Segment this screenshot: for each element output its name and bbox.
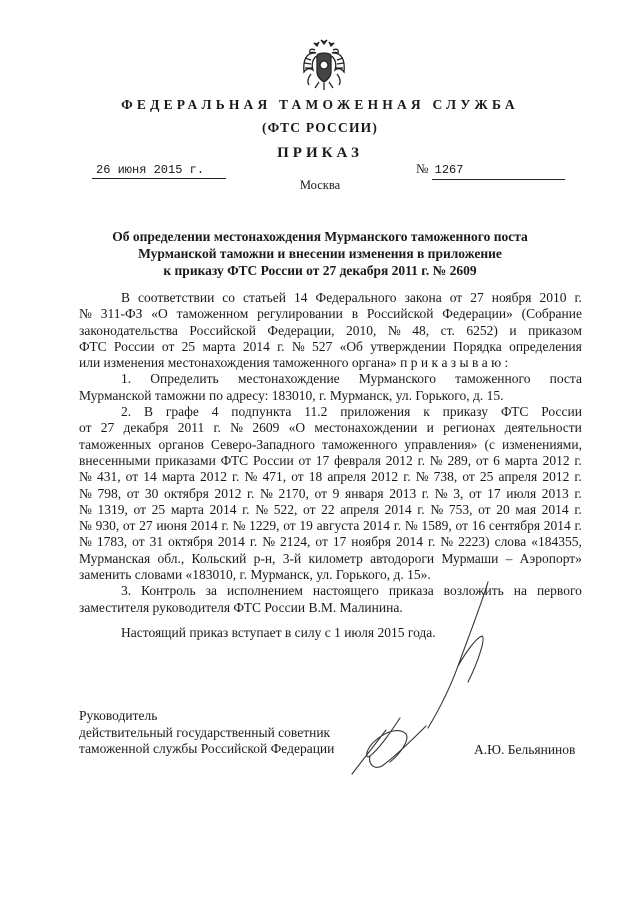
word: от <box>455 518 468 534</box>
word: 1589, <box>421 518 452 534</box>
word: № <box>230 420 244 436</box>
word: обл., <box>157 550 185 566</box>
word: 16 <box>471 518 486 534</box>
word: № <box>79 306 92 322</box>
word: Российской <box>189 322 256 338</box>
word: и <box>426 420 434 436</box>
word: г. <box>403 469 411 485</box>
word: приказами <box>155 452 216 468</box>
item-2-line <box>79 486 582 502</box>
number-sign: № <box>416 161 429 176</box>
word: № <box>79 469 92 485</box>
word: 2010, <box>346 322 377 338</box>
word: регулировании <box>257 306 343 322</box>
item-2-line <box>79 502 582 518</box>
word: 2013 <box>541 485 569 501</box>
word: к <box>423 404 430 420</box>
word: мая <box>515 501 537 517</box>
word: № <box>232 518 246 534</box>
word: октября <box>163 485 209 501</box>
word: и <box>509 322 517 338</box>
word: от <box>161 338 175 354</box>
word: 6252) <box>466 322 498 338</box>
item-3-line: заместителя руководителя ФТС России В.М. Малинина. <box>79 599 403 615</box>
word: Кольский <box>191 550 247 566</box>
word: со <box>222 290 236 305</box>
word: 6 <box>493 452 500 468</box>
word: № <box>429 452 443 468</box>
word: 2609 <box>252 420 280 436</box>
preamble-line <box>79 290 582 306</box>
word: г. <box>574 469 582 485</box>
preamble-line <box>79 323 582 339</box>
word: № <box>79 518 92 534</box>
handwritten-signature <box>340 578 540 778</box>
word: законодательства <box>79 322 178 338</box>
item-2-line <box>79 518 582 534</box>
word: 2014 <box>363 518 391 534</box>
word: № <box>260 485 273 501</box>
word: 2014 <box>541 501 569 517</box>
word: 30 <box>144 485 159 501</box>
word: 25 <box>151 501 166 517</box>
word: 22 <box>321 501 335 517</box>
agency-name: ФЕДЕРАЛЬНАЯ ТАМОЖЕННАЯ СЛУЖБА <box>121 97 519 112</box>
word: г. <box>247 485 255 501</box>
word: г. <box>574 452 582 468</box>
word: 4 <box>211 404 219 420</box>
word: 27 <box>139 518 153 534</box>
word: Северо-Западного <box>210 436 315 452</box>
word: «Об <box>339 338 363 354</box>
word: 2012 <box>385 452 413 468</box>
word: 2014 <box>543 518 571 534</box>
word: 753, <box>448 501 473 517</box>
item-2-line <box>79 534 582 550</box>
word: 2012 <box>371 469 399 485</box>
word: 1. <box>121 371 132 387</box>
word: Мурманская <box>79 550 151 566</box>
word: (Собрание <box>521 306 582 322</box>
word: № <box>434 485 448 501</box>
word: июня <box>156 518 188 534</box>
word: километр <box>308 550 363 566</box>
order-date: 26 июня 2015 г. <box>92 162 226 179</box>
role-line: Руководитель <box>79 708 158 723</box>
item-2-line <box>79 404 582 420</box>
word: Аэропорт» <box>519 550 582 566</box>
item-2-line <box>79 453 582 469</box>
word: настоящего <box>312 583 379 599</box>
word: в <box>351 306 359 322</box>
preamble-line <box>79 306 582 322</box>
word: 17 <box>487 485 501 501</box>
word: г. <box>242 501 250 517</box>
signatory-role <box>79 708 334 758</box>
word: на <box>513 583 527 599</box>
word: № <box>255 501 269 517</box>
word: 738, <box>433 469 458 485</box>
word: № <box>244 469 258 485</box>
word: от <box>298 452 311 468</box>
word: Определить <box>150 371 219 387</box>
word: В <box>143 404 153 420</box>
city: Москва <box>299 178 341 192</box>
word: регионах <box>443 420 496 436</box>
word: «О <box>288 420 306 436</box>
agency-short-name: (ФТС РОССИИ) <box>261 120 379 135</box>
word: приложения <box>340 404 411 420</box>
word: июля <box>506 485 537 501</box>
word: 2014 <box>242 338 270 354</box>
word: № <box>387 322 401 338</box>
word: № <box>440 534 454 550</box>
signer-name: А.Ю. Бельянинов <box>474 742 576 757</box>
word: изменениями, <box>502 436 582 452</box>
word: 19 <box>299 518 313 534</box>
document-type: ПРИКАЗ <box>277 145 363 161</box>
word: № <box>79 534 92 550</box>
order-title <box>80 228 560 279</box>
word: 311-ФЗ <box>100 306 143 322</box>
word: 2011 <box>177 420 205 436</box>
word: 14 <box>294 290 308 305</box>
word: от <box>122 518 136 534</box>
word: исполнением <box>226 583 303 599</box>
preamble-line <box>79 339 582 355</box>
word: (с <box>484 436 495 452</box>
item-2-line <box>79 420 582 436</box>
word: Контроль <box>141 583 196 599</box>
word: 25 <box>479 469 494 485</box>
word: № <box>79 501 92 517</box>
word: местонахождении <box>314 420 418 436</box>
word: декабря <box>123 420 169 436</box>
word: ФТС <box>500 404 529 420</box>
word: января <box>344 485 384 501</box>
word: 31 <box>149 534 164 550</box>
word: № <box>404 518 418 534</box>
word: 2013 <box>389 485 417 501</box>
word: г. <box>427 534 436 550</box>
word: г. <box>277 338 285 354</box>
word: 522, <box>273 501 298 517</box>
word: от <box>478 501 491 517</box>
word: Федерации» <box>442 306 513 322</box>
word: графе <box>165 404 199 420</box>
word: г. <box>574 290 582 305</box>
word: от <box>291 469 304 485</box>
word: от <box>475 452 489 468</box>
word: 2012 <box>214 485 242 501</box>
word: 2012 <box>199 469 227 485</box>
word: 27 <box>470 290 484 305</box>
word: 2170, <box>278 485 309 501</box>
word: августа <box>316 518 360 534</box>
word: Мурманского <box>358 371 437 387</box>
word: 2010 <box>539 290 567 305</box>
word: соответствии <box>138 290 215 305</box>
word: от <box>283 518 296 534</box>
word: статьей <box>243 290 287 305</box>
word: Федерации, <box>267 322 335 338</box>
word: 25 <box>181 338 196 354</box>
item-2-line <box>79 469 582 485</box>
word: России <box>113 338 155 354</box>
word: первого <box>536 583 582 599</box>
word: 11.2 <box>304 404 328 420</box>
word: России <box>253 452 294 468</box>
word: апреля <box>498 469 538 485</box>
word: 14 <box>143 469 157 485</box>
word: г. <box>417 501 425 517</box>
word: ФТС <box>79 338 107 354</box>
word: г. <box>221 518 229 534</box>
word: приказом <box>528 322 582 338</box>
word: апреля <box>327 469 367 485</box>
word: 1783, <box>96 534 128 550</box>
item-1-line <box>79 371 582 387</box>
word: от <box>469 485 482 501</box>
word: г. <box>232 469 240 485</box>
word: подпункта <box>231 404 292 420</box>
word: приказа <box>388 583 434 599</box>
word: таможенного <box>322 436 398 452</box>
word: от <box>449 290 463 305</box>
word: ноября <box>351 534 392 550</box>
word: управления» <box>404 436 478 452</box>
word: приказу <box>442 404 488 420</box>
word: таможенном <box>176 306 249 322</box>
word: В <box>121 290 131 305</box>
word: определения <box>509 338 582 354</box>
preamble-line: или изменения местонахождения таможенного органа» п р и к а з ы в а ю : <box>79 355 509 371</box>
word: г. <box>249 534 258 550</box>
word: р-н, <box>253 550 276 566</box>
word: 2. <box>121 404 132 420</box>
word: автодороги <box>370 550 435 566</box>
word: таможенного <box>455 371 531 387</box>
word: 431, <box>96 469 121 485</box>
word: 2014 <box>190 518 218 534</box>
word: 2012 <box>542 452 570 468</box>
word: ФТС <box>220 452 249 468</box>
word: поста <box>549 371 582 387</box>
word: 17 <box>332 534 347 550</box>
word: от <box>314 485 328 501</box>
title-line: к приказу ФТС России от 27 декабря 2011 г. № 2609 <box>163 263 477 278</box>
word: № <box>291 338 305 354</box>
word: г. <box>417 452 425 468</box>
word: 1319, <box>97 501 128 517</box>
word: России <box>541 404 582 420</box>
word: № <box>430 501 444 517</box>
word: 17 <box>315 452 330 468</box>
word: возложить <box>443 583 504 599</box>
word: деятельности <box>504 420 582 436</box>
role-line: действительный государственный советник <box>79 724 331 740</box>
word: 2014 <box>217 534 245 550</box>
word: № <box>79 485 92 501</box>
word: ноября <box>491 290 532 305</box>
word: таможенных <box>79 436 152 452</box>
word: марта <box>504 452 538 468</box>
item-2-line <box>79 437 582 453</box>
word: марта <box>161 469 195 485</box>
item-2-line <box>79 551 582 567</box>
word: от <box>132 534 145 550</box>
word: Российской <box>366 306 434 322</box>
word: 27 <box>100 420 115 436</box>
word: 527 <box>312 338 333 354</box>
word: Порядка <box>453 338 502 354</box>
word: сентября <box>488 518 541 534</box>
word: февраля <box>334 452 381 468</box>
word: г. <box>421 485 430 501</box>
word: 9 <box>332 485 340 501</box>
word: 798, <box>97 485 122 501</box>
word: марта <box>170 501 204 517</box>
word: г. <box>574 518 582 534</box>
word: от <box>125 469 139 485</box>
word: «О <box>151 306 168 322</box>
word: «184355, <box>531 534 582 550</box>
word: 471, <box>262 469 287 485</box>
word: 3, <box>453 485 464 501</box>
word: от <box>315 534 328 550</box>
word: 2124, <box>280 534 311 550</box>
word: от <box>303 501 316 517</box>
word: № <box>262 534 276 550</box>
word: Мурмаши <box>441 550 499 566</box>
word: утверждении <box>370 338 446 354</box>
word: марта <box>202 338 236 354</box>
word: закона <box>404 290 442 305</box>
word: 930, <box>95 518 120 534</box>
word: 2014 <box>395 534 423 550</box>
order-number-field <box>416 160 588 180</box>
word: № <box>415 469 429 485</box>
item-1-line: Мурманской таможни по адресу: 183010, г. Мурманск, ул. Горького, д. 15. <box>79 387 504 403</box>
item-2-line: заменить словами «183010, г. Мурманск, ул. Горького, д. 15». <box>79 567 431 583</box>
word: г. <box>393 518 402 534</box>
word: 2014 <box>384 501 412 517</box>
word: 48, <box>412 322 430 338</box>
word: – <box>505 550 513 566</box>
word: Федерального <box>315 290 397 305</box>
effective-date-line: Настоящий приказ вступает в силу с 1 июля 2015 года. <box>121 624 436 640</box>
title-line: Об определении местонахождения Мурманского таможенного поста <box>112 229 528 244</box>
word: от <box>126 485 140 501</box>
word: за <box>205 583 217 599</box>
word: слова <box>494 534 527 550</box>
word: 289, <box>447 452 472 468</box>
role-line: таможенной службы Российской Федерации <box>79 741 335 756</box>
word: апреля <box>340 501 379 517</box>
word: октября <box>168 534 213 550</box>
word: 3. <box>121 583 132 599</box>
word: 18 <box>308 469 323 485</box>
word: 20 <box>496 501 510 517</box>
word: 2014 <box>209 501 237 517</box>
word: 2012 <box>542 469 570 485</box>
word: органов <box>158 436 204 452</box>
word: 2223) <box>458 534 490 550</box>
order-number: 1267 <box>432 161 565 180</box>
word: внесенными <box>79 452 151 468</box>
word: 1229, <box>249 518 280 534</box>
word: 3-й <box>282 550 302 566</box>
word: от <box>79 420 92 436</box>
word: г. <box>574 501 582 517</box>
word: ст. <box>440 322 455 338</box>
word: от <box>133 501 147 517</box>
coat-of-arms-icon <box>301 38 347 92</box>
word: г. <box>213 420 221 436</box>
word: г. <box>574 485 582 501</box>
word: местонахождение <box>237 371 340 387</box>
word: от <box>462 469 475 485</box>
title-line: Мурманской таможни и внесении изменения в приложение <box>138 246 502 261</box>
